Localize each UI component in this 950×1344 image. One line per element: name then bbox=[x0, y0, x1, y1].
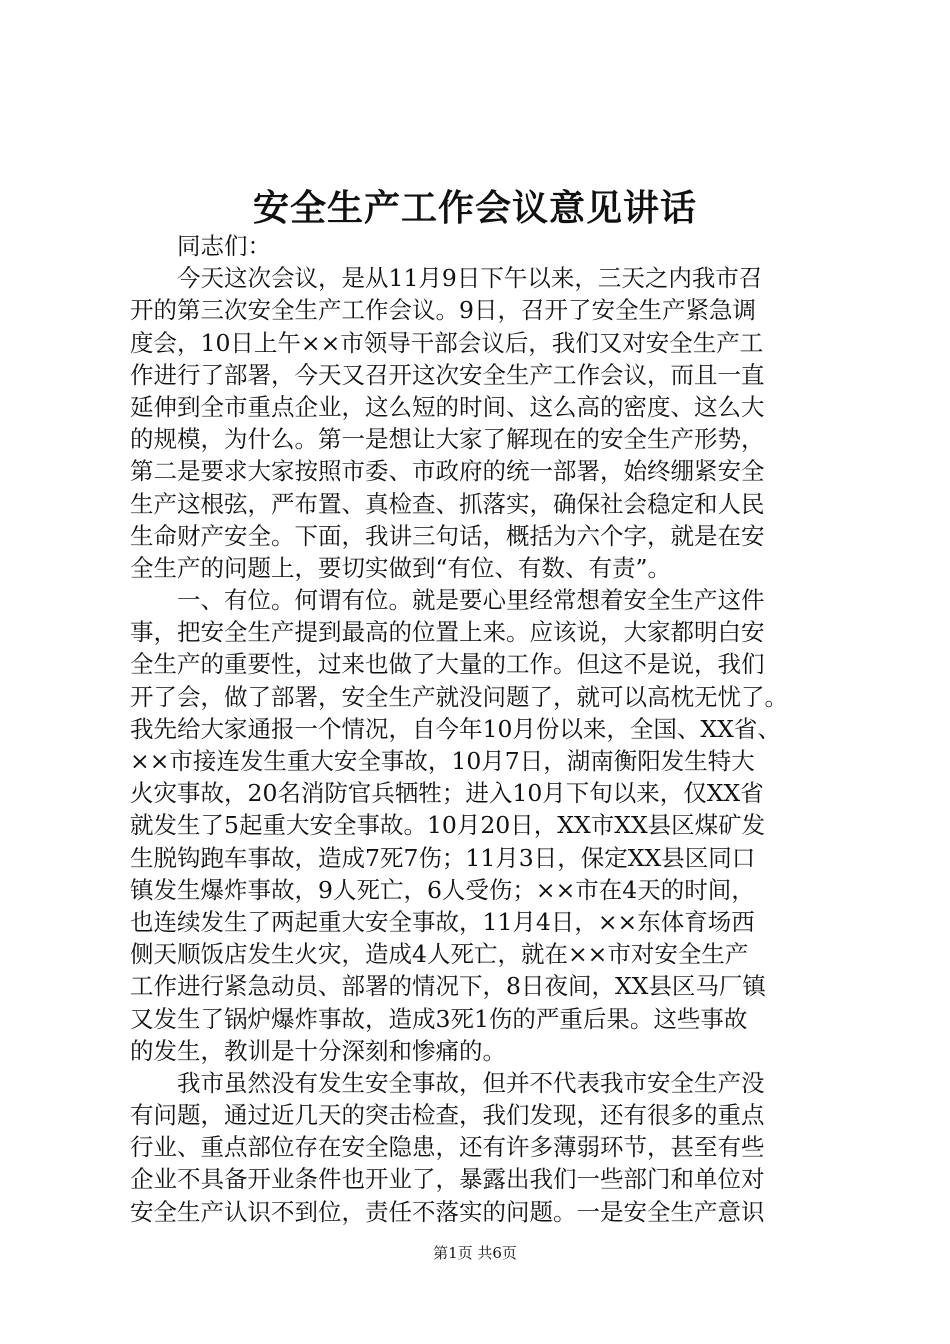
body-line: 事，把安全生产提到最高的位置上来。应该说，大家都明白安 bbox=[130, 618, 765, 647]
body-line: 火灾事故，20名消防官兵牺牲；进入10月下旬以来，仅XX省 bbox=[130, 779, 764, 808]
body-line: 镇发生爆炸事故，9人死亡，6人受伤；××市在4天的时间， bbox=[130, 875, 755, 904]
body-line: 也连续发生了两起重大安全事故，11月4日，××东体育场西 bbox=[130, 907, 755, 936]
body-line: 生脱钩跑车事故，造成7死7伤；11月3日，保定XX县区同口 bbox=[130, 843, 756, 872]
body-line: 又发生了锅炉爆炸事故，造成3死1伤的严重后果。这些事故 bbox=[130, 1004, 748, 1033]
body-line: 延伸到全市重点企业，这么短的时间、这么高的密度、这么大 bbox=[130, 392, 765, 421]
body-line: 行业、重点部位存在安全隐患，还有许多薄弱环节，甚至有些 bbox=[130, 1133, 765, 1162]
body-line: 生产这根弦，严布置、真检查、抓落实，确保社会稳定和人民 bbox=[130, 489, 765, 518]
body-line: 同志们： bbox=[130, 232, 271, 260]
body-line: 的规模，为什么。第一是想让大家了解现在的安全生产形势， bbox=[130, 425, 765, 454]
body-line: 有问题，通过近几天的突击检查，我们发现，还有很多的重点 bbox=[130, 1101, 765, 1130]
body-line: 就发生了5起重大安全事故。10月20日，XX市XX县区煤矿发 bbox=[130, 811, 766, 840]
body-line: 开了会，做了部署，安全生产就没问题了，就可以高枕无忧了。 bbox=[130, 682, 788, 711]
body-line: 一、有位。何谓有位。就是要心里经常想着安全生产这件 bbox=[130, 586, 765, 615]
body-line: 我先给大家通报一个情况，自今年10月份以来，全国、XX省、 bbox=[130, 714, 781, 743]
body-line: 全生产的问题上，要切实做到“有位、有数、有责”。 bbox=[130, 553, 672, 582]
body-line: 今天这次会议，是从11月9日下午以来，三天之内我市召 bbox=[130, 264, 763, 293]
body-line: ××市接连发生重大安全事故，10月7日，湖南衡阳发生特大 bbox=[130, 747, 755, 775]
body-line: 工作进行紧急动员、部署的情况下，8日夜间，XX县区马厂镇 bbox=[130, 972, 766, 1001]
page-number-footer: 第1页 共6页 bbox=[433, 1244, 517, 1262]
body-line: 企业不具备开业条件也开业了，暴露出我们一些部门和单位对 bbox=[130, 1165, 765, 1194]
body-line: 安全生产认识不到位，责任不落实的问题。一是安全生产意识 bbox=[130, 1197, 765, 1226]
document-body bbox=[130, 230, 830, 1228]
body-line: 度会，10日上午××市领导干部会议后，我们又对安全生产工 bbox=[130, 328, 764, 357]
body-line: 全生产的重要性，过来也做了大量的工作。但这不是说，我们 bbox=[130, 650, 765, 679]
document-title: 安全生产工作会议意见讲话 bbox=[252, 187, 697, 229]
body-line: 开的第三次安全生产工作会议。9日，召开了安全生产紧急调 bbox=[130, 296, 756, 325]
body-line: 作进行了部署，今天又召开这次安全生产工作会议，而且一直 bbox=[130, 360, 765, 389]
body-line: 我市虽然没有发生安全事故，但并不代表我市安全生产没 bbox=[130, 1068, 765, 1097]
body-line: 第二是要求大家按照市委、市政府的统一部署，始终绷紧安全 bbox=[130, 457, 765, 486]
body-line: 侧天顺饭店发生火灾，造成4人死亡，就在××市对安全生产 bbox=[130, 940, 749, 969]
body-line: 生命财产安全。下面，我讲三句话，概括为六个字，就是在安 bbox=[130, 521, 765, 550]
body-line: 的发生，教训是十分深刻和惨痛的。 bbox=[130, 1036, 506, 1065]
